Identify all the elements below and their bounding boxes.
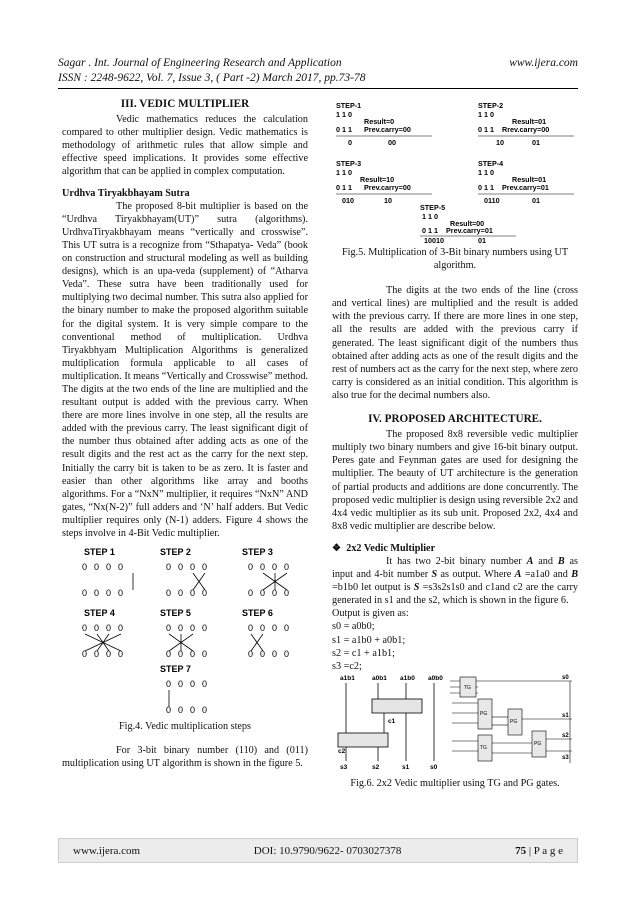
subsection-title-2x2 <box>332 542 578 555</box>
fig4-digit: 0 <box>190 649 196 660</box>
section-title-architecture: IV. PROPOSED ARCHITECTURE. <box>368 413 542 426</box>
fig6-input-label: a0b0 <box>428 674 443 682</box>
fig4-digit: 0 <box>118 588 124 599</box>
fig6-output-label: s0 <box>430 763 438 771</box>
fig5-output: 00 <box>388 138 396 147</box>
fig5-bottom-row: 0 1 1 <box>478 125 494 134</box>
fig4-digit: 0 <box>202 705 208 716</box>
fig4-digit: 0 <box>272 649 278 660</box>
fig6-input-label: a0b1 <box>372 674 387 682</box>
fig4-digit: 0 <box>106 588 112 599</box>
figure-4-caption: Fig.4. Vedic multiplication steps <box>119 721 251 733</box>
text-run: It has two 2-bit binary number <box>386 555 527 567</box>
section-title-vedic: III. VEDIC MULTIPLIER <box>120 98 250 110</box>
fig4-digit: 0 <box>272 588 278 599</box>
fig6-output-label: s2 <box>372 763 380 771</box>
equation: s1 = a1b0 + a0b1; <box>332 634 406 646</box>
fig5-output: 10 <box>496 138 504 147</box>
fig5-bottom-row: 0 1 1 <box>422 226 438 235</box>
fig5-step-label: STEP-5 <box>420 203 446 212</box>
fig4-digit: 0 <box>178 705 184 716</box>
fig5-carry: Prev.carry=01 <box>446 226 493 235</box>
equation-intro: Output is given as: <box>332 608 409 620</box>
fig6-gate-label: TG <box>464 684 471 691</box>
paragraph-ut-explanation: The digits at the two ends of the line (cross and vertical lines) are multiplied and the result is added with the previous carry. If there are more lines in one step, all the results are added with the previous carry if generated. The least significant digit of the numbers thus obtained after adding acts as one of the result digits and the rest of numbers act as the carry for the next step, where zero carry is considered as an initial condition. This algorithm is also true for the decimal numbers also. <box>332 285 578 401</box>
fig4-digit: 0 <box>178 679 184 690</box>
fig4-step-label: STEP 5 <box>160 608 191 619</box>
fig6-output-label: s1 <box>562 712 569 719</box>
fig4-digit: 0 <box>94 588 100 599</box>
fig4-step-label: STEP 1 <box>84 547 115 558</box>
fig6-output-label: s3 <box>340 763 348 771</box>
figure-6-2x2-multiplier <box>332 673 578 773</box>
fig4-digit: 0 <box>106 623 112 634</box>
fig4-digit: 0 <box>272 562 278 573</box>
left-column <box>62 98 308 770</box>
fig4-digit: 0 <box>260 588 266 599</box>
fig5-result: Result=01 <box>512 175 547 184</box>
fig4-digit: 0 <box>248 562 254 573</box>
footer-page <box>515 845 563 857</box>
fig6-output-label: s0 <box>562 674 569 681</box>
text-run: =s3s2s1s0 and c1and c2 are the carry generated in s1 and the s2, which is shown in the figure 6. <box>332 582 578 607</box>
fig4-digit: 0 <box>82 562 88 573</box>
fig4-digit: 0 <box>284 562 290 573</box>
fig5-output: 0110 <box>484 196 500 205</box>
fig4-digit: 0 <box>82 623 88 634</box>
text-run: as input and 4-bit number <box>332 555 578 581</box>
fig5-result: Result=01 <box>512 117 547 126</box>
right-column <box>332 98 578 792</box>
fig5-output: 01 <box>532 196 540 205</box>
text-run: as output. Where <box>437 569 515 581</box>
figure-5-ut-multiplication <box>332 100 578 244</box>
fig4-digit: 0 <box>82 588 88 599</box>
fig4-step-label: STEP 7 <box>160 664 191 675</box>
fig6-gate-label: PG <box>480 710 488 717</box>
page-header <box>58 56 578 86</box>
fig4-digit: 0 <box>190 623 196 634</box>
fig5-carry: Prev.carry=00 <box>364 125 411 134</box>
fig5-step-label: STEP-1 <box>336 101 362 110</box>
fig5-result: Result=10 <box>360 175 395 184</box>
fig6-gate-label: TG <box>480 744 487 751</box>
fig5-top-row: 1 1 0 <box>422 212 438 221</box>
diamond-bullet-icon: ❖ <box>332 542 342 554</box>
fig5-output: 01 <box>532 138 540 147</box>
fig4-digit: 0 <box>94 623 100 634</box>
journal-website: www.ijera.com <box>509 57 578 69</box>
paragraph-2x2 <box>332 555 578 607</box>
footer-website: www.ijera.com <box>73 844 141 857</box>
fig4-digit: 0 <box>284 649 290 660</box>
fig5-bottom-row: 0 1 1 <box>336 183 352 192</box>
fig5-top-row: 1 1 0 <box>478 110 494 119</box>
fig6-output-label: s3 <box>562 754 569 761</box>
fig4-digit: 0 <box>202 588 208 599</box>
text-run: =a1a0 and <box>521 569 572 581</box>
fig4-digit: 0 <box>202 562 208 573</box>
text-run: and <box>533 555 558 567</box>
fig5-step-label: STEP-2 <box>478 101 504 110</box>
fig4-digit: 0 <box>166 623 172 634</box>
fig4-digit: 0 <box>260 623 266 634</box>
fig4-digit: 0 <box>166 705 172 716</box>
var-A: A <box>514 569 522 581</box>
fig5-top-row: 1 1 0 <box>336 110 352 119</box>
fig6-carry-label: c2 <box>338 747 346 755</box>
figure-5-caption: Fig.5. Multiplication of 3-Bit binary numbers using UT algorithm. <box>341 247 569 272</box>
issn-line: ISSN : 2248-9622, Vol. 7, Issue 3, ( Part -2) March 2017, pp.73-78 <box>58 72 366 84</box>
fig4-digit: 0 <box>166 588 172 599</box>
fig6-output-label: s2 <box>562 732 569 739</box>
fig4-digit: 0 <box>166 562 172 573</box>
fig5-bottom-row: 0 1 1 <box>478 183 494 192</box>
fig4-digit: 0 <box>272 623 278 634</box>
fig4-digit: 0 <box>106 562 112 573</box>
equations <box>332 607 578 672</box>
fig5-output: 10010 <box>424 236 444 244</box>
fig4-digit: 0 <box>202 649 208 660</box>
fig6-gate-label: PG <box>510 718 518 725</box>
fig5-output: 10 <box>384 196 392 205</box>
fig5-carry: Rrev.carry=00 <box>502 125 550 134</box>
var-B: B <box>571 569 578 581</box>
fig4-digit: 0 <box>106 649 112 660</box>
paragraph-architecture: The proposed 8x8 reversible vedic multiplier multiply two binary numbers and give 16-bit binary output. Peres gate and Feynman gates are used for designing the multiplier. The beauty of UT architecture is the generation of partial products and additions are done concurrently. The proposed vedic multiplier is design using reversible 2x2 and 4x4 vedic multiplier as its sub unit. Proposed 2x2, 4x4 and 8x8 vedic multiplier are describe below. <box>332 429 578 532</box>
fig6-carry-label: c1 <box>388 717 396 725</box>
fig4-digit: 0 <box>118 562 124 573</box>
equation: s3 =c2; <box>332 660 362 672</box>
fig4-step-label: STEP 2 <box>160 547 191 558</box>
fig4-digit: 0 <box>190 705 196 716</box>
fig6-input-label: a1b0 <box>400 674 415 682</box>
fig4-digit: 0 <box>94 562 100 573</box>
paragraph-fig5-ref: For 3-bit binary number (110) and (011) multiplication using UT algorithm is shown in the figure 5. <box>62 745 308 770</box>
fig5-output: 01 <box>478 236 486 244</box>
var-A: A <box>526 555 534 567</box>
fig4-digit: 0 <box>202 679 208 690</box>
var-S: S <box>431 569 438 581</box>
fig4-digit: 0 <box>178 623 184 634</box>
fig4-digit: 0 <box>82 649 88 660</box>
fig4-digit: 0 <box>118 623 124 634</box>
figure-4-vedic-steps <box>62 540 308 718</box>
fig5-top-row: 1 1 0 <box>336 168 352 177</box>
fig4-step-label: STEP 4 <box>84 608 115 619</box>
fig4-digit: 0 <box>94 649 100 660</box>
fig4-digit: 0 <box>248 623 254 634</box>
fig4-digit: 0 <box>118 649 124 660</box>
fig4-digit: 0 <box>190 679 196 690</box>
subsection-2x2-label: 2x2 Vedic Multiplier <box>346 542 436 554</box>
figure-6-caption: Fig.6. 2x2 Vedic multiplier using TG and PG gates. <box>350 777 560 789</box>
fig5-step-label: STEP-4 <box>478 159 504 168</box>
fig4-digit: 0 <box>166 649 172 660</box>
fig4-digit: 0 <box>190 588 196 599</box>
page-footer <box>58 838 578 863</box>
var-B: B <box>557 555 565 567</box>
fig5-top-row: 1 1 0 <box>478 168 494 177</box>
fig4-digit: 0 <box>248 649 254 660</box>
equation: s2 = c1 + a1b1; <box>332 647 395 659</box>
fig4-digit: 0 <box>284 588 290 599</box>
fig5-step-label: STEP-3 <box>336 159 362 168</box>
fig5-carry: Prev.carry=01 <box>502 183 549 192</box>
fig6-input-label: a1b1 <box>340 674 355 682</box>
fig4-digit: 0 <box>178 562 184 573</box>
subsection-title-urdhva: Urdhva Tiryakbhayam Sutra <box>62 187 190 199</box>
page-word: | P a g e <box>526 844 563 857</box>
page-number: 75 <box>515 844 527 857</box>
fig4-digit: 0 <box>248 588 254 599</box>
fig4-digit: 0 <box>260 649 266 660</box>
journal-name: Sagar . Int. Journal of Engineering Research and Application <box>58 57 342 69</box>
fig5-bottom-row: 0 1 1 <box>336 125 352 134</box>
fig4-step-label: STEP 3 <box>242 547 273 558</box>
fig5-output: 0 <box>348 138 352 147</box>
fig4-digit: 0 <box>260 562 266 573</box>
var-S: S <box>413 582 420 594</box>
paragraph-intro: Vedic mathematics reduces the calculation compared to other multiplier design. Vedic mathematics is methodology of arithmetic rules that allow simple and effective speed implications. It provides some effective algorithm that can be applied in complex computation. <box>62 114 308 178</box>
paragraph-urdhva: The proposed 8-bit multiplier is based on the “Urdhva Tiryakbhayam(UT)” sutra (algorithms). UrdhvaTiryakbhayam means “vertically and crosswise”. This UT sutra is a recognize from “Sthapatya- Veda” (book on construction and structural modeling as well as building designs), which is an upa-veda (supplement) of “Atharva Veda”. These sutra have been traditionally used for multiplying two decimal number. This sutra also applied for the binary number to make the proposed algorithm suitable for the digital system. It is very simple compare to the conventional method of multiplication. Urdhva Tiryakbhyam Multiplication Algorithms is generalized multiplication formula applicable to all cases of multiplication. It means “Vertically and Crosswise” method. The digits at the two ends of the line are multiplied and the resultant output is added with the previous carry. When there are more lines involve in one step, all the results are added with the previous carry. The least significant digit of the number thus obtained after adding acts as one of the result digits and the rest act as the carry for the next step. Initially the carry bit is taken to be as zero. It is faster and easier than other algorithms like array and booths algorithms. For a “NxN” multiplier, it requires “NxN” AND gates, “Nx(N-2)” full adders and ‘N’ half adders. But Vedic multiplier requires only (N-1) adders. Figure 4 shows the steps involve in 4-Bit Vedic multiplier. <box>62 200 308 539</box>
text-run: =b1b0 let output is <box>332 582 414 594</box>
fig4-digit: 0 <box>178 649 184 660</box>
fig6-output-label: s1 <box>402 763 410 771</box>
fig4-digit: 0 <box>190 562 196 573</box>
header-rule <box>58 88 578 89</box>
fig4-digit: 0 <box>178 588 184 599</box>
fig5-output: 010 <box>342 196 354 205</box>
fig4-digit: 0 <box>166 679 172 690</box>
equation: s0 = a0b0; <box>332 621 375 633</box>
footer-doi: DOI: 10.9790/9622- 0703027378 <box>253 844 402 857</box>
fig5-result: Result=00 <box>450 219 485 228</box>
fig4-digit: 0 <box>284 623 290 634</box>
fig6-gate-label: PG <box>534 740 542 747</box>
fig5-result: Result=0 <box>364 117 395 126</box>
fig4-step-label: STEP 6 <box>242 608 273 619</box>
fig5-carry: Prev.carry=00 <box>364 183 411 192</box>
fig4-digit: 0 <box>202 623 208 634</box>
